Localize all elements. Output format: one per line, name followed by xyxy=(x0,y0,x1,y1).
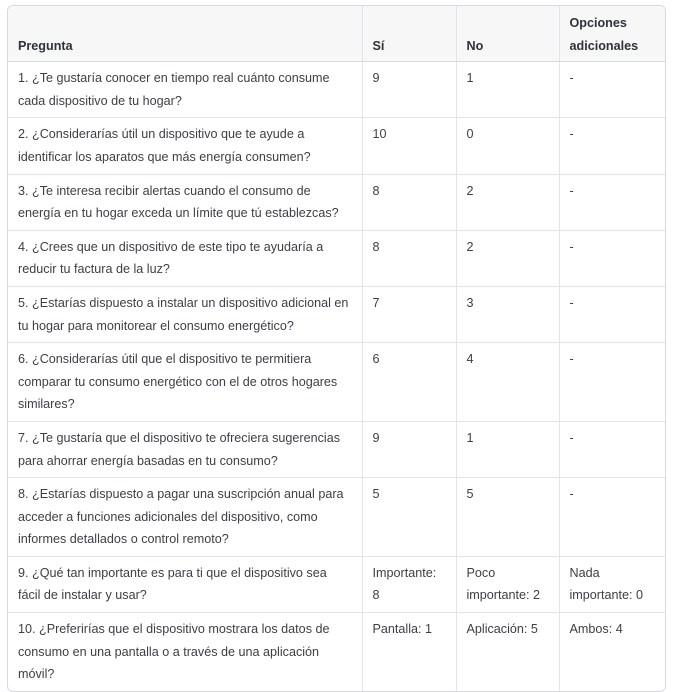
table-header xyxy=(8,6,665,62)
header-si: Sí xyxy=(362,6,456,62)
table-row xyxy=(8,556,665,612)
cell-question: 6. ¿Considerarías útil que el dispositivo te permitiera comparar tu consumo energético con el de otros hogares similares? xyxy=(8,343,362,422)
cell-si: 10 xyxy=(362,118,456,174)
cell-question: 5. ¿Estarías dispuesto a instalar un dispositivo adicional en tu hogar para monitorear el consumo energético? xyxy=(8,286,362,342)
cell-si: 5 xyxy=(362,478,456,557)
cell-no: 2 xyxy=(456,230,559,286)
cell-si: 8 xyxy=(362,174,456,230)
cell-si: 9 xyxy=(362,421,456,477)
table-row xyxy=(8,613,665,691)
table-row xyxy=(8,343,665,422)
cell-options: - xyxy=(559,118,665,174)
cell-si: 8 xyxy=(362,230,456,286)
cell-options: - xyxy=(559,478,665,557)
cell-question: 3. ¿Te interesa recibir alertas cuando el consumo de energía en tu hogar exceda un límite que tú establezcas? xyxy=(8,174,362,230)
cell-options: Ambos: 4 xyxy=(569,622,623,637)
cell-si: Importante: 8 xyxy=(362,556,456,612)
cell-options: - xyxy=(559,174,665,230)
cell-options: - xyxy=(559,286,665,342)
cell-question: 1. ¿Te gustaría conocer en tiempo real cuánto consume cada dispositivo de tu hogar? xyxy=(8,62,362,118)
cell-no: 3 xyxy=(456,286,559,342)
cell-no: 1 xyxy=(456,421,559,477)
cell-no: Poco importante: 2 xyxy=(456,556,559,612)
cell-no: 1 xyxy=(456,62,559,118)
cell-si: 6 xyxy=(362,343,456,422)
table-row xyxy=(8,286,665,342)
cell-no: 4 xyxy=(456,343,559,422)
cell-question: 4. ¿Crees que un dispositivo de este tipo te ayudaría a reducir tu factura de la luz? xyxy=(8,230,362,286)
header-pregunta: Pregunta xyxy=(8,6,362,62)
cell-options: - xyxy=(559,343,665,422)
cell-si: 9 xyxy=(362,62,456,118)
cell-question: 7. ¿Te gustaría que el dispositivo te ofreciera sugerencias para ahorrar energía basadas en tu consumo? xyxy=(8,421,362,477)
cell-si: Pantalla: 1 xyxy=(362,613,456,691)
cell-no: Aplicación: 5 xyxy=(456,613,559,691)
table-row xyxy=(8,230,665,286)
cell-question: 9. ¿Qué tan importante es para ti que el dispositivo sea fácil de instalar y usar? xyxy=(8,556,362,612)
cell-options: Nada importante: 0 xyxy=(559,556,665,612)
survey-results-table-container xyxy=(7,5,666,692)
cell-question: 2. ¿Considerarías útil un dispositivo que te ayude a identificar los aparatos que más energía consumen? xyxy=(8,118,362,174)
cell-question: 10. ¿Preferirías que el dispositivo mostrara los datos de consumo en una pantalla o a través de una aplicación móvil? xyxy=(8,613,362,691)
table-row xyxy=(8,174,665,230)
cell-no: 5 xyxy=(456,478,559,557)
cell-no: 0 xyxy=(456,118,559,174)
table-body xyxy=(8,62,665,691)
table-row xyxy=(8,118,665,174)
table-row xyxy=(8,421,665,477)
table-row xyxy=(8,62,665,118)
cell-options: - xyxy=(559,230,665,286)
header-opciones-adicionales: Opciones adicionales xyxy=(559,6,665,62)
header-no: No xyxy=(456,6,559,62)
survey-results-table xyxy=(8,6,665,691)
cell-options: - xyxy=(559,421,665,477)
header-row xyxy=(8,6,665,62)
cell-si: 7 xyxy=(362,286,456,342)
cell-options: - xyxy=(559,62,665,118)
cell-question: 8. ¿Estarías dispuesto a pagar una suscripción anual para acceder a funciones adicionales del dispositivo, como informes detallados o control remoto? xyxy=(8,478,362,557)
cell-no: 2 xyxy=(456,174,559,230)
table-row xyxy=(8,478,665,557)
